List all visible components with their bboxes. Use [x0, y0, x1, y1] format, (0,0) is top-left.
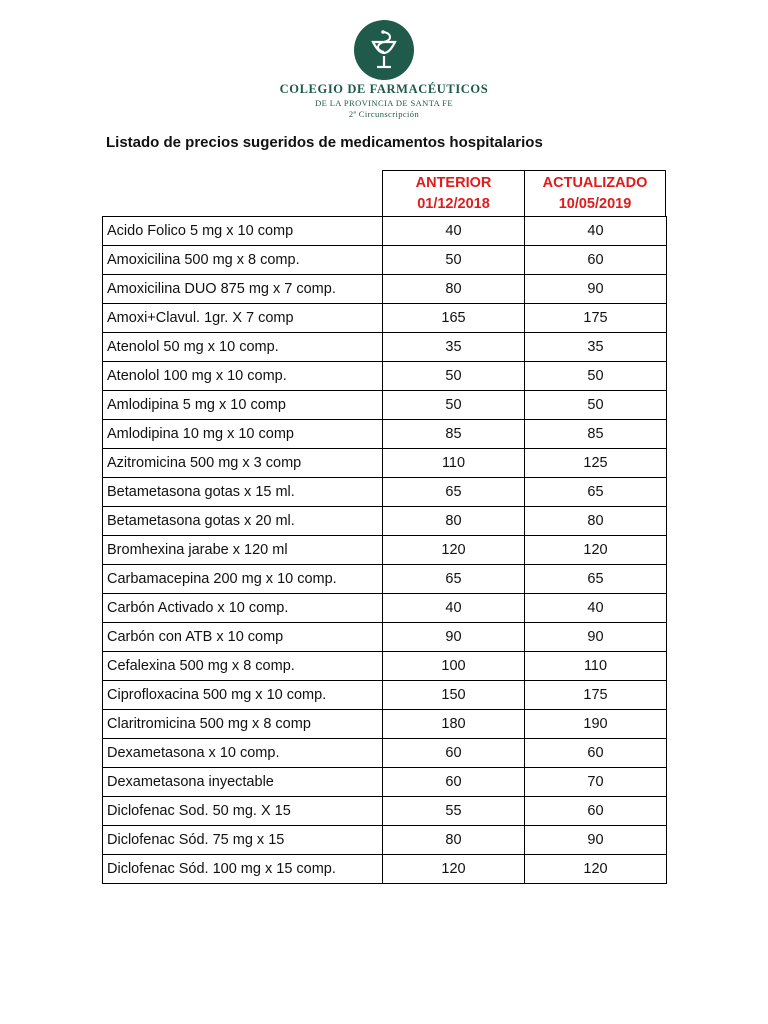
price-anterior-cell: 55: [383, 797, 525, 826]
price-actualizado-cell: 60: [525, 246, 667, 275]
table-row: [103, 449, 667, 478]
price-actualizado-cell: 40: [525, 217, 667, 246]
price-actualizado-cell: 90: [525, 623, 667, 652]
medication-name-cell: Atenolol 100 mg x 10 comp.: [103, 362, 383, 391]
price-anterior-cell: 120: [383, 536, 525, 565]
price-anterior-cell: 35: [383, 333, 525, 362]
price-actualizado-cell: 175: [525, 681, 667, 710]
medication-name-cell: Carbón con ATB x 10 comp: [103, 623, 383, 652]
table-row: [103, 217, 667, 246]
price-anterior-cell: 40: [383, 594, 525, 623]
price-table-body: [103, 217, 667, 884]
price-anterior-cell: 150: [383, 681, 525, 710]
table-row: [103, 275, 667, 304]
pharmacy-logo-icon: [354, 20, 414, 80]
price-actualizado-cell: 125: [525, 449, 667, 478]
price-actualizado-cell: 65: [525, 565, 667, 594]
table-row: [103, 623, 667, 652]
price-actualizado-cell: 80: [525, 507, 667, 536]
price-anterior-cell: 65: [383, 478, 525, 507]
medication-name-cell: Dexametasona inyectable: [103, 768, 383, 797]
table-row: [103, 478, 667, 507]
table-row: [103, 333, 667, 362]
price-actualizado-cell: 40: [525, 594, 667, 623]
header-anterior-label: ANTERIOR: [415, 174, 492, 191]
price-anterior-cell: 110: [383, 449, 525, 478]
org-circunscripcion: 2ª Circunscripción: [348, 109, 420, 119]
medication-name-cell: Amlodipina 10 mg x 10 comp: [103, 420, 383, 449]
price-anterior-cell: 85: [383, 420, 525, 449]
table-row: [103, 246, 667, 275]
price-actualizado-cell: 70: [525, 768, 667, 797]
price-anterior-cell: 80: [383, 826, 525, 855]
header-anterior: [383, 171, 524, 216]
price-anterior-cell: 60: [383, 768, 525, 797]
price-actualizado-cell: 35: [525, 333, 667, 362]
medication-name-cell: Cefalexina 500 mg x 8 comp.: [103, 652, 383, 681]
price-actualizado-cell: 90: [525, 275, 667, 304]
price-table: [102, 216, 667, 884]
price-actualizado-cell: 120: [525, 855, 667, 884]
price-actualizado-cell: 190: [525, 710, 667, 739]
medication-name-cell: Diclofenac Sód. 75 mg x 15: [103, 826, 383, 855]
price-actualizado-cell: 85: [525, 420, 667, 449]
medication-name-cell: Diclofenac Sod. 50 mg. X 15: [103, 797, 383, 826]
medication-name-cell: Betametasona gotas x 20 ml.: [103, 507, 383, 536]
medication-name-cell: Bromhexina jarabe x 120 ml: [103, 536, 383, 565]
org-name: COLEGIO DE FARMACÉUTICOS: [279, 82, 489, 96]
document-title: Listado de precios sugeridos de medicamentos hospitalarios: [106, 134, 543, 151]
price-anterior-cell: 50: [383, 246, 525, 275]
price-actualizado-cell: 90: [525, 826, 667, 855]
table-row: [103, 594, 667, 623]
medication-name-cell: Claritromicina 500 mg x 8 comp: [103, 710, 383, 739]
price-anterior-cell: 100: [383, 652, 525, 681]
price-actualizado-cell: 175: [525, 304, 667, 333]
price-anterior-cell: 40: [383, 217, 525, 246]
header-actualizado-date: 10/05/2019: [558, 195, 632, 212]
price-actualizado-cell: 60: [525, 739, 667, 768]
price-actualizado-cell: 50: [525, 391, 667, 420]
header-anterior-date: 01/12/2018: [417, 195, 490, 212]
table-row: [103, 391, 667, 420]
price-anterior-cell: 90: [383, 623, 525, 652]
price-anterior-cell: 65: [383, 565, 525, 594]
table-row: [103, 681, 667, 710]
medication-name-cell: Acido Folico 5 mg x 10 comp: [103, 217, 383, 246]
price-anterior-cell: 80: [383, 507, 525, 536]
price-column-headers: [382, 170, 666, 216]
medication-name-cell: Amoxi+Clavul. 1gr. X 7 comp: [103, 304, 383, 333]
table-row: [103, 710, 667, 739]
price-anterior-cell: 50: [383, 391, 525, 420]
price-actualizado-cell: 120: [525, 536, 667, 565]
org-subtitle: DE LA PROVINCIA DE SANTA FE: [315, 98, 453, 108]
table-row: [103, 739, 667, 768]
price-anterior-cell: 50: [383, 362, 525, 391]
table-row: [103, 304, 667, 333]
price-actualizado-cell: 110: [525, 652, 667, 681]
price-actualizado-cell: 65: [525, 478, 667, 507]
medication-name-cell: Amoxicilina 500 mg x 8 comp.: [103, 246, 383, 275]
medication-name-cell: Carbamacepina 200 mg x 10 comp.: [103, 565, 383, 594]
medication-name-cell: Amlodipina 5 mg x 10 comp: [103, 391, 383, 420]
price-anterior-cell: 180: [383, 710, 525, 739]
header-actualizado: [524, 171, 665, 216]
table-row: [103, 420, 667, 449]
price-anterior-cell: 120: [383, 855, 525, 884]
table-row: [103, 536, 667, 565]
medication-name-cell: Atenolol 50 mg x 10 comp.: [103, 333, 383, 362]
medication-name-cell: Diclofenac Sód. 100 mg x 15 comp.: [103, 855, 383, 884]
table-row: [103, 652, 667, 681]
table-row: [103, 565, 667, 594]
price-actualizado-cell: 50: [525, 362, 667, 391]
table-row: [103, 855, 667, 884]
medication-name-cell: Betametasona gotas x 15 ml.: [103, 478, 383, 507]
medication-name-cell: Amoxicilina DUO 875 mg x 7 comp.: [103, 275, 383, 304]
table-row: [103, 797, 667, 826]
header-actualizado-label: ACTUALIZADO: [542, 174, 648, 191]
medication-name-cell: Azitromicina 500 mg x 3 comp: [103, 449, 383, 478]
price-anterior-cell: 165: [383, 304, 525, 333]
price-anterior-cell: 80: [383, 275, 525, 304]
medication-name-cell: Carbón Activado x 10 comp.: [103, 594, 383, 623]
table-row: [103, 507, 667, 536]
table-row: [103, 826, 667, 855]
medication-name-cell: Dexametasona x 10 comp.: [103, 739, 383, 768]
price-anterior-cell: 60: [383, 739, 525, 768]
table-row: [103, 362, 667, 391]
medication-name-cell: Ciprofloxacina 500 mg x 10 comp.: [103, 681, 383, 710]
price-actualizado-cell: 60: [525, 797, 667, 826]
table-row: [103, 768, 667, 797]
